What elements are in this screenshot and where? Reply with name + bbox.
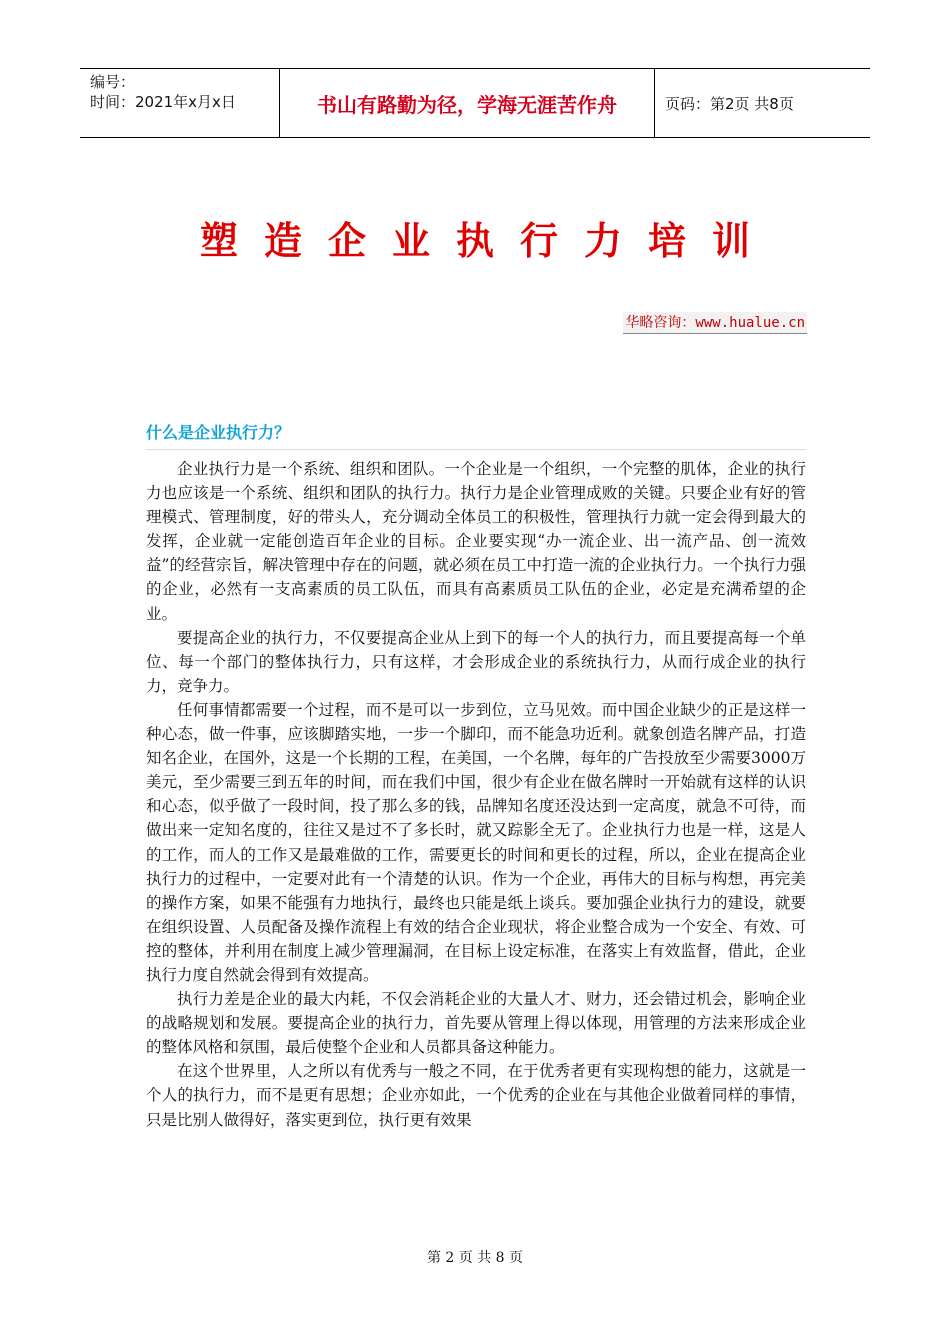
body-paragraph: 在这个世界里，人之所以有优秀与一般之不同，在于优秀者更有实现构想的能力，这就是一个人的执行力，而不是更有思想；企业亦如此，一个优秀的企业在与其他企业做着同样的事情，只是比别人做得好，落实更到位，执行更有效果: [146, 1062, 806, 1129]
document-body: [146, 457, 806, 1132]
body-paragraph: 任何事情都需要一个过程，而不是可以一步到位，立马见效。而中国企业缺少的正是这样一种心态，做一件事，应该脚踏实地，一步一个脚印，而不能急功近利。就象创造名牌产品，打造知名企业，在国外，这是一个长期的工程，在美国，一个名牌，每年的广告投放至少需要3000万美元，至少需要三到五年的时间，而在我们中国，很少有企业在做名牌时一开始就有这样的认识和心态，似乎做了一段时间，投了那么多的钱，品牌知名度还没达到一定高度，就急不可待，而做出来一定知名度的，往往又是过不了多长时，就又踪影全无了。企业执行力也是一样，这是人的工作，而人的工作又是最难做的工作，需要更长的时间和更长的过程，所以，企业在提高企业执行力的过程中，一定要对此有一个清楚的认识。作为一个企业，再伟大的目标与构想，再完美的操作方案，如果不能强有力地执行，最终也只能是纸上谈兵。要加强企业执行力的建设，就要在组织设置、人员配备及操作流程上有效的结合企业现状，将企业整合成为一个安全、有效、可控的整体，并利用在制度上减少管理漏洞，在目标上设定标准，在落实上有效监督，借此，企业执行力度自然就会得到有效提高。: [146, 700, 806, 984]
body-paragraph: 执行力差是企业的最大内耗，不仅会消耗企业的大量人才、财力，还会错过机会，影响企业的战略规划和发展。要提高企业的执行力，首先要从管理上得以体现，用管理的方法来形成企业的整体风格和氛围，最后使整个企业和人员都具备这种能力。: [146, 990, 806, 1057]
document-title: 塑造企业执行力培训: [199, 219, 776, 263]
body-paragraph: 企业执行力是一个系统、组织和团队。一个企业是一个组织，一个完整的肌体，企业的执行力也应该是一个系统、组织和团队的执行力。执行力是企业管理成败的关键。只要企业有好的管理模式、管理制度，好的带头人，充分调动全体员工的积极性，管理执行力就一定会得到最大的发挥，企业就一定能创造百年企业的目标。企业要实现“办一流企业、出一流产品、创一流效益”的经营宗旨，解决管理中存在的问题，就必须在员工中打造一流的企业执行力。一个执行力强的企业，必然有一支高素质的员工队伍，而具有高素质员工队伍的企业，必定是充满希望的企业。: [146, 460, 806, 623]
body-paragraph: 要提高企业的执行力，不仅要提高企业从上到下的每一个人的执行力，而且要提高每一个单位、每一个部门的整体执行力，只有这样，才会形成企业的系统执行力，从而行成企业的执行力，竞争力。: [146, 628, 806, 695]
source-link[interactable]: 华略咨询：www.hualue.cn: [623, 312, 807, 334]
document-date-label: 时间：2021年x月x日: [90, 93, 236, 111]
header-meta: [80, 69, 280, 137]
page-footer: 第 2 页 共 8 页: [426, 1250, 524, 1266]
header-page-label: 页码：第2页 共8页: [665, 94, 794, 113]
document-number-label: 编号：: [90, 73, 136, 91]
section-title: 什么是企业执行力？: [146, 420, 806, 450]
header-motto: 书山有路勤为径，学海无涯苦作舟: [280, 69, 655, 137]
page-header: [80, 68, 870, 138]
